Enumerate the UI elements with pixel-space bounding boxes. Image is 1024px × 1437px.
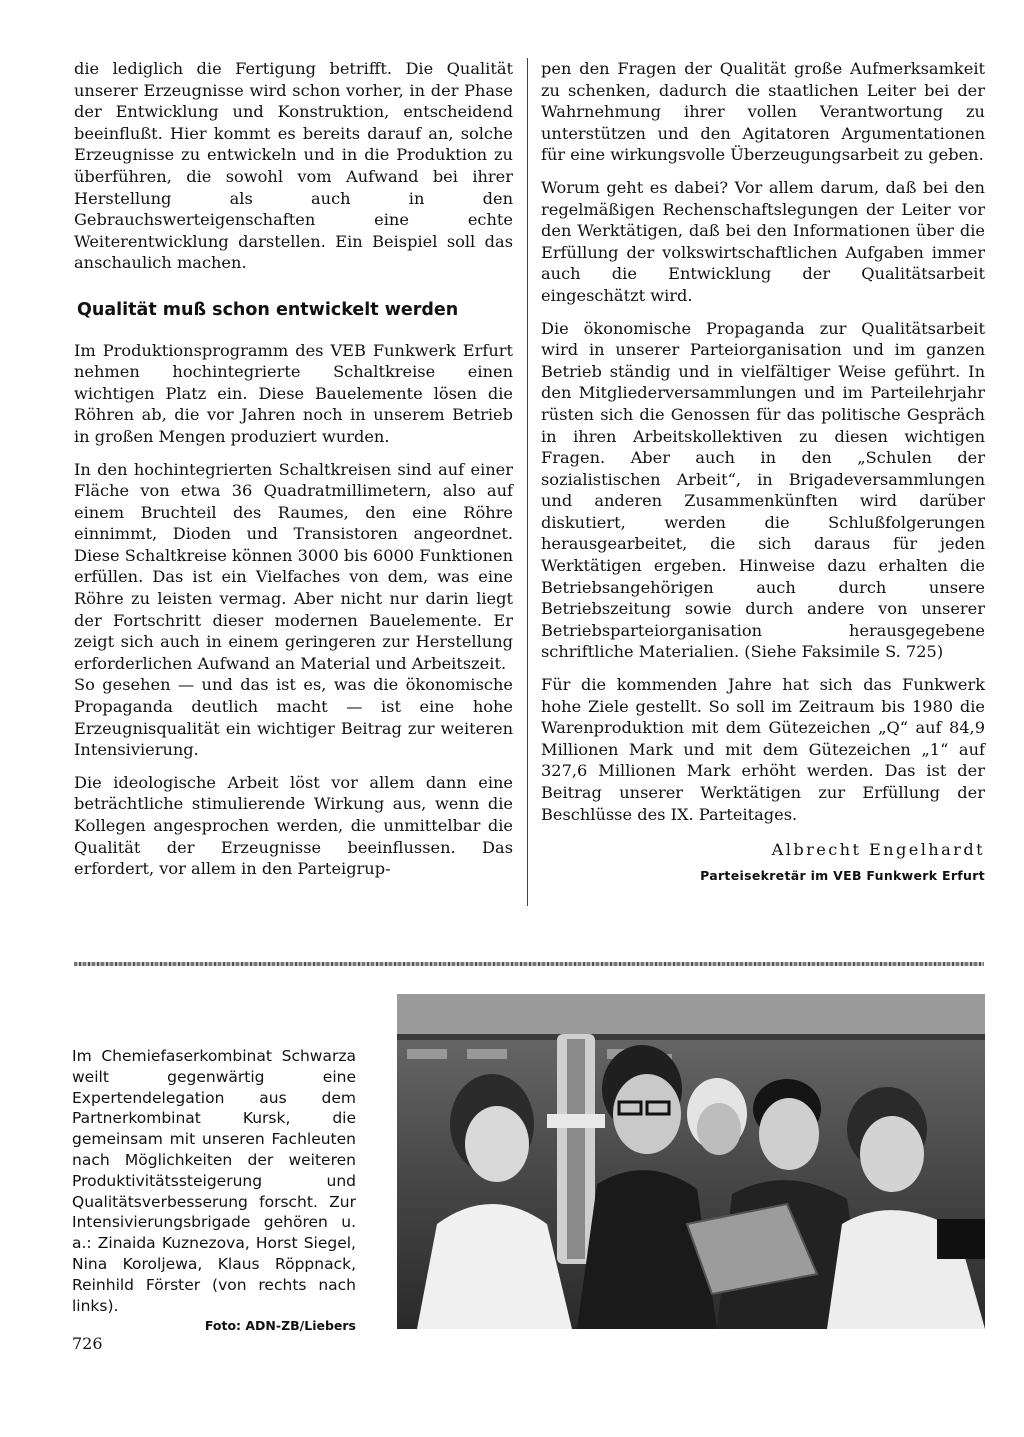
photo-caption xyxy=(72,1046,356,1337)
left-paragraph-3: In den hochintegrierten Schaltkreisen sind auf einer Fläche von etwa 36 Quadratmillimetern, also auf einem Bruchteil des Raumes, den eine Röhre einnimmt, Dioden und Transistoren angeordnet. Diese Schaltkreise können 3000 bis 6000 Funktionen erfüllen. Das ist ein Vielfaches von dem, was eine Röhre zu leisten vermag. Aber nicht nur darin liegt der Fortschritt dieser modernen Bauelemente. Er zeigt sich auch in einem geringeren zur Herstellung erforderlichen Aufwand an Material und Arbeitszeit. xyxy=(74,459,513,673)
author-name: Albrecht Engelhardt xyxy=(771,840,985,860)
page-number: 726 xyxy=(72,1334,103,1353)
right-paragraph-2: Worum geht es dabei? Vor allem darum, daß bei den regelmäßigen Rechenschaftslegungen der Leiter vor den Werktätigen, daß bei den Informationen über die Erfüllung der volkswirtschaftlichen Aufgaben immer auch die Entwicklung der Qualitätsarbeit eingeschätzt wird. xyxy=(541,177,985,305)
left-paragraph-1: die lediglich die Fertigung betrifft. Die Qualität unserer Erzeugnisse wird schon vorher, in der Phase der Entwicklung und Konstruktion, entscheidend beeinflußt. Hier kommt es bereits darauf an, solche Erzeugnisse zu entwickeln und in die Produktion zu überführen, die sowohl vom Aufwand bei ihrer Herstellung als auch in den Gebrauchswerteigenschaften eine echte Weiterentwicklung darstellen. Ein Beispiel soll das anschaulich machen. xyxy=(74,59,513,273)
group-photo-illustration xyxy=(397,994,985,1329)
section-heading: Qualität muß schon entwickelt werden xyxy=(77,299,459,320)
left-paragraph-2: Im Produktionsprogramm des VEB Funkwerk Erfurt nehmen hochintegrierte Schaltkreise einen wichtigen Platz ein. Diese Bauelemente lösen die Röhren ab, die vor Jahren noch in unserem Betrieb in großen Mengen produziert wurden. xyxy=(74,340,513,446)
right-column xyxy=(541,58,985,886)
group-photo xyxy=(397,994,985,1329)
right-paragraph-4: Für die kommenden Jahre hat sich das Funkwerk hohe Ziele gestellt. So soll im Zeitraum bis 1980 die Warenproduktion mit dem Gütezeichen „Q“ auf 84,9 Millionen Mark und mit dem Gütezeichen „1“ auf 327,6 Millionen Mark erhöht werden. Das ist der Beitrag unserer Werktätigen zur Erfüllung der Beschlüsse des IX. Parteitages. xyxy=(541,675,985,824)
column-divider xyxy=(527,58,528,906)
photo-credit: Foto: ADN-ZB/Liebers xyxy=(204,1318,356,1334)
left-paragraph-5: Die ideologische Arbeit löst vor allem dann eine beträchtliche stimulierende Wirkung aus, wenn die Kollegen angesprochen werden, die unmittelbar die Qualität der Erzeugnisse beeinflussen. Das erfordert, vor allem in den Parteigrup- xyxy=(74,772,513,879)
right-paragraph-3: Die ökonomische Propaganda zur Qualitätsarbeit wird in unserer Parteiorganisation und im ganzen Betrieb ständig und in vielfältiger Weise geführt. In den Mitgliederversammlungen und im Parteilehrjahr rüsten sich die Genossen für das politische Gespräch in ihren Arbeitskollektiven zu diesen wichtigen Fragen. Aber auch in den „Schulen der sozialistischen Arbeit“, in Brigadeversammlungen und anderen Zusammenkünften wird darüber diskutiert, werden die Schlußfolgerungen herausgearbeitet, die sich daraus für jeden Werktätigen ergeben. Hinweise dazu erhalten die Betriebsangehörigen auch durch unsere Betriebszeitung sowie durch andere von unserer Betriebsparteiorganisation herausgegebene schriftliche Materialien. (Siehe Faksimile S. 725) xyxy=(541,318,985,662)
left-column xyxy=(74,58,513,891)
left-paragraph-4: So gesehen — und das ist es, was die ökonomische Propaganda deutlich macht — ist eine hohe Erzeugnisqualität ein wichtiger Beitrag zur weiteren Intensivierung. xyxy=(74,675,513,760)
horizontal-divider xyxy=(74,962,984,966)
right-paragraph-1: pen den Fragen der Qualität große Aufmerksamkeit zu schenken, dadurch die staatlichen Leiter bei der Wahrnehmung ihrer vollen Verantwortung zu unterstützen und den Agitatoren Argumentationen für eine wirkungsvolle Überzeugungsarbeit zu geben. xyxy=(541,59,985,165)
caption-text: Im Chemiefaserkombinat Schwarza weilt gegenwärtig eine Expertendelegation aus dem Partnerkombinat Kursk, die gemeinsam mit unseren Fachleuten nach Möglichkeiten der weiteren Produktivitätssteigerung und Qualitätsverbesserung forscht. Zur Intensivierungsbrigade gehören u. a.: Zinaida Kuznezova, Horst Siegel, Nina Koroljewa, Klaus Röppnack, Reinhild Förster (von rechts nach links). xyxy=(72,1047,356,1315)
author-role: Parteisekretär im VEB Funkwerk Erfurt xyxy=(700,867,985,883)
